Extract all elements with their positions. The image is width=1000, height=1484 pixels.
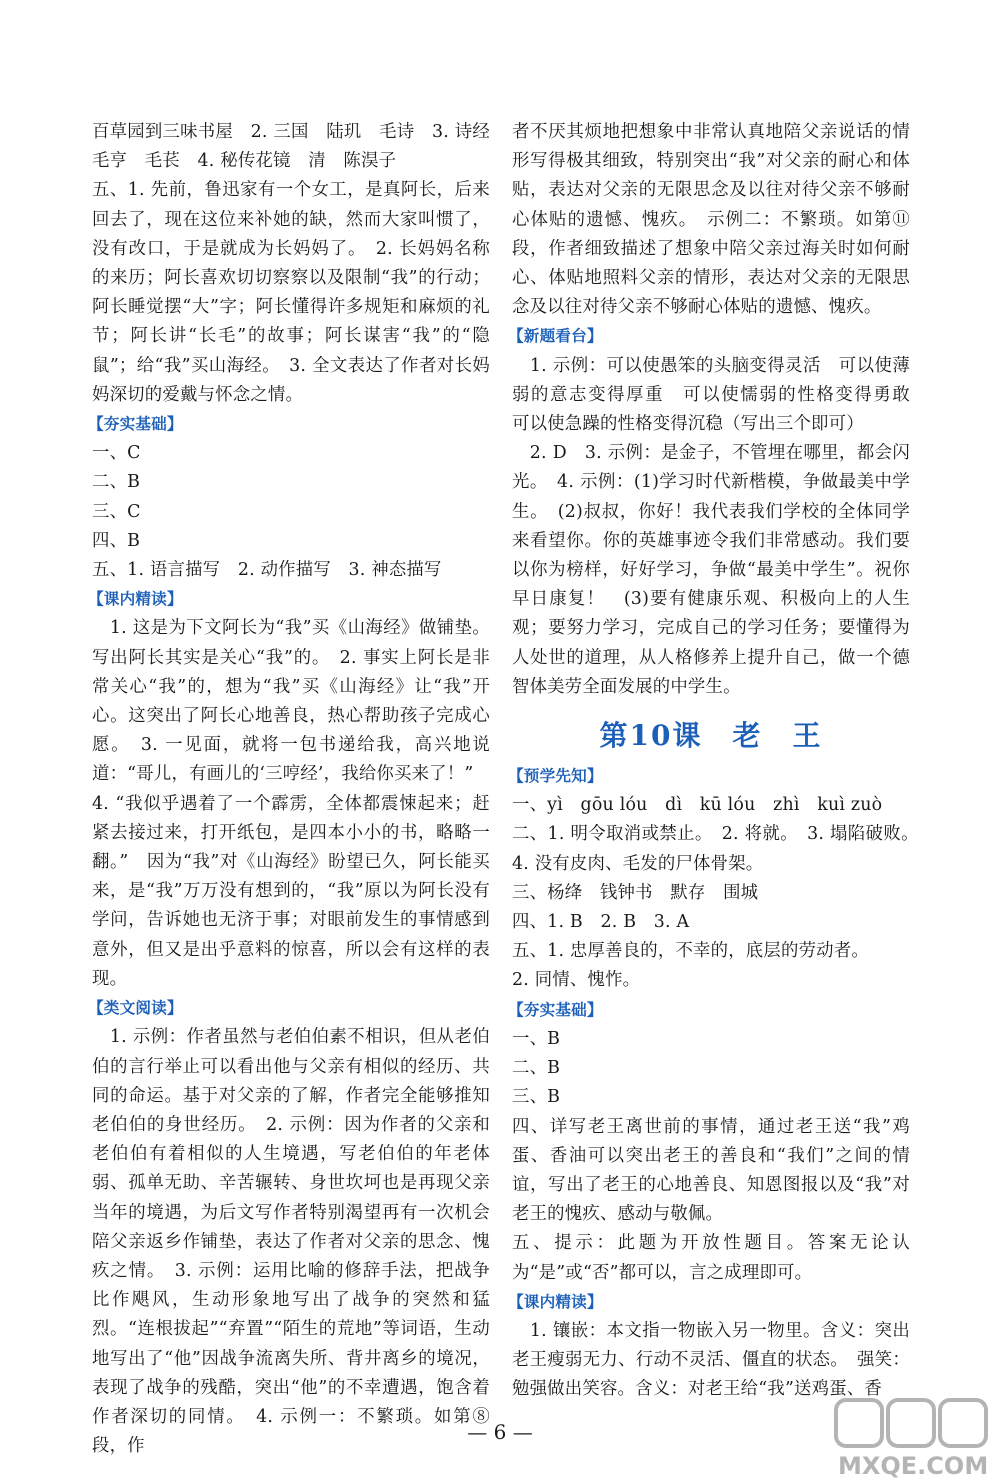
- section-tag: 【课内精读】: [88, 590, 183, 609]
- answer-paragraph: 2. 同情、愧怍。: [512, 970, 641, 991]
- answer-paragraph: 三、B: [512, 1087, 561, 1108]
- lesson-title: 第10课 老 王: [599, 719, 823, 753]
- answer-paragraph: 五、1. 先前，鲁迅家有一个女工，是真阿长，后来回去了，现在这位来补她的缺，然而大家叫惯了，没有改口，于是就成为长妈妈了。 2. 长妈妈名称的来历；阿长喜欢切切察察以及限制“我”的行动；阿长睡觉摆“大”字；阿长懂得许多规矩和麻烦的礼节；阿长讲“长毛”的故事；阿长谋害“我”的“隐鼠”；给“我”买山海经。 3. 全文表达了作者对长妈妈深切的爱戴与怀念之情。: [92, 180, 490, 405]
- answer-paragraph: 五、1. 语言描写 2. 动作描写 3. 神态描写: [92, 560, 442, 581]
- section-tag: 【课内精读】: [508, 1292, 603, 1311]
- answer-paragraph: 五、提示：此题为开放性题目。答案无论认为“是”或“否”都可以，言之成理即可。: [512, 1233, 910, 1283]
- answer-paragraph: 一、yì gōu lóu dì kū lóu zhì kuì zuò: [512, 795, 883, 816]
- section-tag: 【新题看台】: [508, 327, 603, 346]
- section-tag: 【类文阅读】: [88, 999, 183, 1018]
- answer-paragraph: 四、详写老王离世前的事情，通过老王送“我”鸡蛋、香油可以突出老王的善良和“我们”之间的情谊，写出了老王的心地善良、知恩图报以及“我”对老王的愧疚、感动与敬佩。: [512, 1116, 910, 1225]
- answer-paragraph: 五、1. 忠厚善良的，不幸的，底层的劳动者。: [512, 941, 869, 962]
- answer-paragraph: 1. 示例：作者虽然与老伯伯素不相识，但从老伯伯的言行举止可以看出他与父亲有相似的经历、共同的命运。基于对父亲的了解，作者完全能够推知老伯伯的身世经历。 2. 示例：因为作者的父亲和老伯伯有着相似的人生境遇，写老伯伯的年老体弱、孤单无助、辛苦辗转、身世坎坷也是再现父亲当年的境遇，为后文写作者特别渴望再有一次机会陪父亲返乡作铺垫，表达了作者对父亲的思念、愧疚之情。 3. 示例：运用比喻的修辞手法，把战争比作飓风，生动形象地写出了战争的突然和猛烈。“连根拔起”“弃置”“陌生的荒地”等词语，生动地写出了“他”因战争流离失所、背井离乡的境况，表现了战争的残酷，突出“他”的不幸遭遇，饱含着作者深切的同情。 4. 示例一：不繁琐。如第⑧段，作: [92, 1027, 490, 1457]
- section-tag: 【预学先知】: [508, 767, 603, 786]
- answer-paragraph: 二、B: [512, 1058, 561, 1079]
- answer-paragraph: 1. 示例：可以使愚笨的头脑变得灵活 可以使薄弱的意志变得厚重 可以使懦弱的性格变得勇敢 可以使急躁的性格变得沉稳（写出三个即可）: [512, 355, 928, 435]
- answer-paragraph: 四、B: [92, 530, 141, 551]
- answer-paragraph: 一、B: [512, 1028, 561, 1049]
- answer-paragraph: 2. D 3. 示例：是金子，不管埋在哪里，都会闪光。 4. 示例：(1)学习时代新楷模，争做最美中学生。 (2)叔叔，你好！我代表我们学校的全体同学来看望你。你的英雄事迹令我们非常感动。我们要以你为榜样，好好学习，争做“最美中学生”。祝你早日康复！ (3)要有健康乐观、积极向上的人生观；要努力学习，完成自己的学习任务；要懂得为人处世的道理，从人格修养上提升自己，做一个德智体美劳全面发展的中学生。: [512, 443, 910, 697]
- answer-paragraph: 4. “我似乎遇着了一个霹雳，全体都震悚起来；赶紧去接过来，打开纸包，是四本小小的书，略略一翻。” 因为“我”对《山海经》盼望已久，阿长能买来，是“我”万万没有想到的，“我”原以为阿长没有学问，告诉她也无济于事；对眼前发生的事情感到意外，但又是出乎意料的惊喜，所以会有这样的表现。: [92, 793, 490, 989]
- answer-paragraph: 四、1. B 2. B 3. A: [512, 912, 690, 933]
- svg-text:MXQE.COM: MXQE.COM: [838, 1452, 989, 1480]
- section-tag: 【夯实基础】: [508, 1000, 603, 1019]
- answer-paragraph: 二、1. 明令取消或禁止。 2. 将就。 3. 塌陷破败。 4. 没有皮肉、毛发的尸体骨架。: [512, 824, 928, 874]
- answer-paragraph: 百草园到三味书屋 2. 三国 陆玑 毛诗 3. 诗经 毛亨 毛苌 4. 秘传花镜 清 陈淏子: [92, 122, 508, 172]
- left-column: [88, 118, 508, 1461]
- watermark-logo: [832, 1396, 992, 1480]
- answer-paragraph: 一、C: [92, 443, 141, 464]
- answer-paragraph: 二、B: [92, 472, 141, 493]
- section-tag: 【夯实基础】: [88, 415, 183, 434]
- page-number: — 6 —: [467, 1420, 533, 1444]
- answer-paragraph: 三、杨绛 钱钟书 默存 围城: [512, 882, 759, 903]
- right-column: [508, 118, 928, 1405]
- answer-paragraph: 三、C: [92, 501, 141, 522]
- answer-paragraph: 1. 镶嵌：本文指一物嵌入另一物里。含义：突出老王瘦弱无力、行动不灵活、僵直的状态。 强笑：勉强做出笑容。含义：对老王给“我”送鸡蛋、香: [512, 1320, 910, 1400]
- answer-paragraph: 者不厌其烦地把想象中非常认真地陪父亲说话的情形写得极其细致，特别突出“我”对父亲的耐心和体贴，表达对父亲的无限思念及以往对待父亲不够耐心体贴的遗憾、愧疚。 示例二：不繁琐。如第⑪段，作者细致描述了想象中陪父亲过海关时如何耐心、体贴地照料父亲的情形，表达对父亲的无限思念及以往对待父亲不够耐心体贴的遗憾、愧疚。: [512, 122, 910, 318]
- answer-paragraph: 1. 这是为下文阿长为“我”买《山海经》做铺垫。写出阿长其实是关心“我”的。 2. 事实上阿长是非常关心“我”的，想为“我”买《山海经》让“我”开心。这突出了阿长心地善良，热心帮助孩子完成心愿。 3. 一见面，就将一包书递给我，高兴地说道：“哥儿，有画儿的‘三哼经’，我给你买来了！”: [92, 618, 490, 785]
